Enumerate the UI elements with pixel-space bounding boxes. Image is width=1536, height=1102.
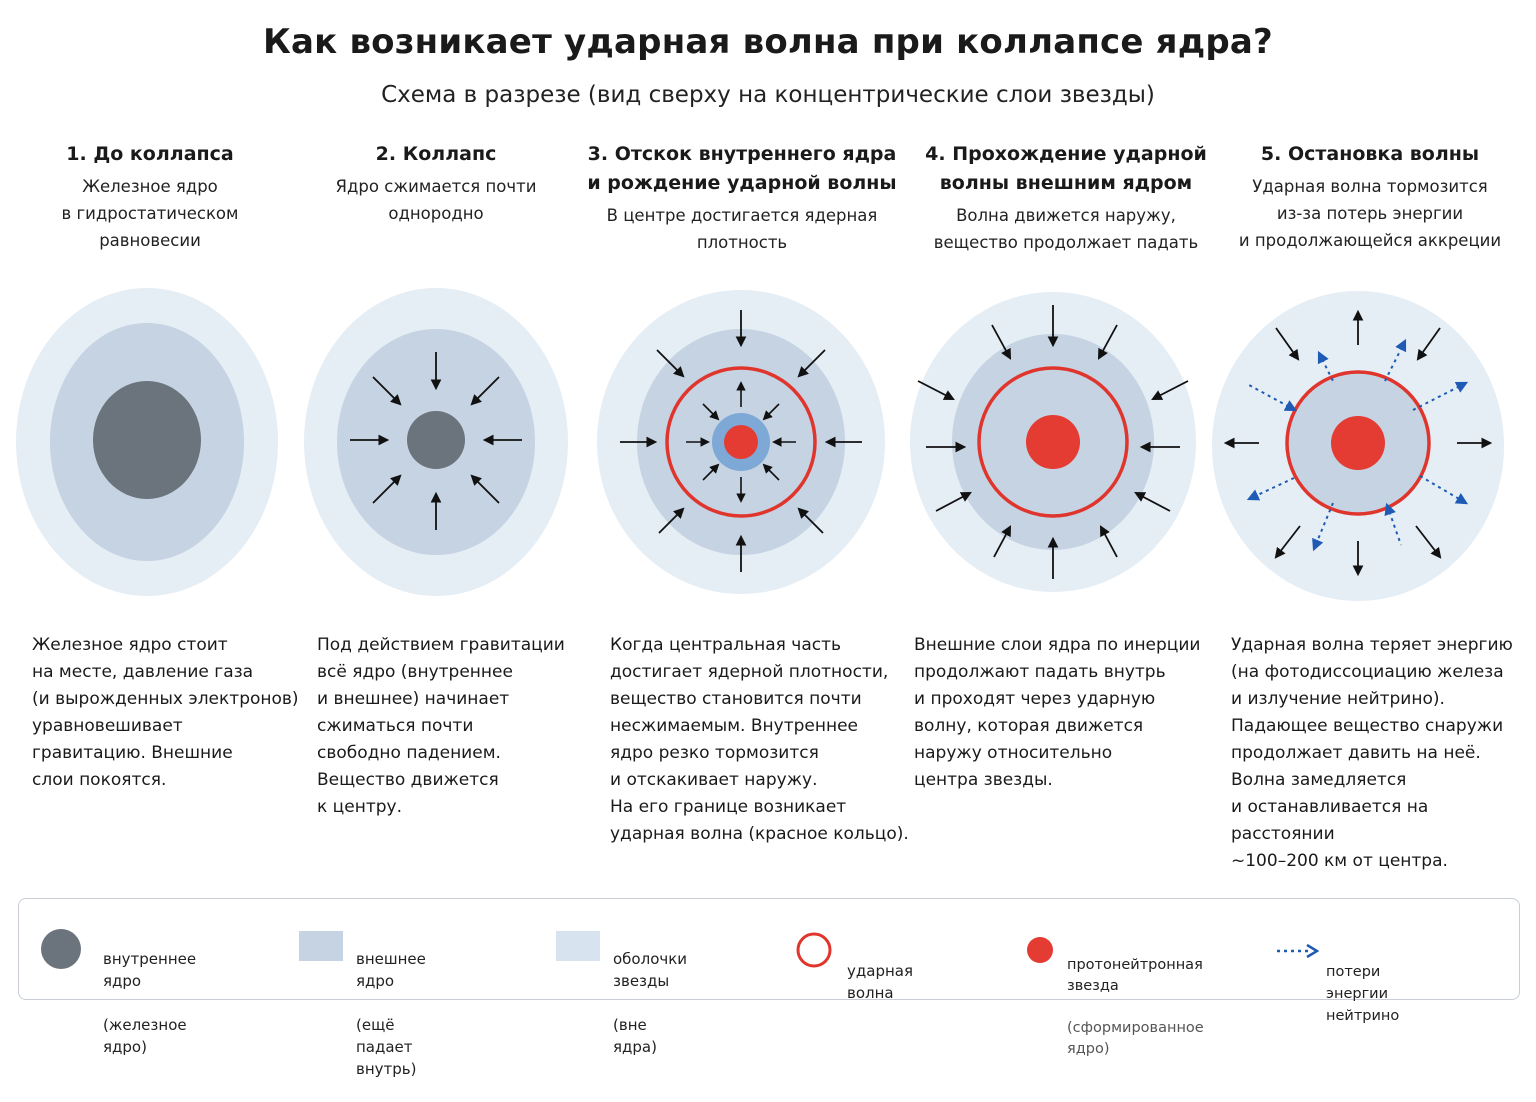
legend-protoneutron-sub: (сформированное ядро): [1067, 1020, 1204, 1057]
shock-ring-icon: [795, 931, 833, 969]
stage-4-description: Внешние слои ядра по инерции продолжают падать внутрь и проходят через ударную волну, которая движется наружу относительно центра звезды.: [914, 635, 1201, 790]
protoneutron-dot-icon: [1024, 935, 1056, 967]
stage-1-iron-core: [93, 381, 201, 499]
stage-1-diagram: [16, 288, 278, 596]
stage-5-diagram: [1212, 291, 1504, 601]
stage-3-protoneutron-star: [724, 425, 758, 459]
legend-iron-core-sub: (железное ядро): [103, 1016, 187, 1056]
iron-core-swatch-icon: [39, 927, 83, 971]
stage-2-diagram: [304, 288, 568, 596]
page-subtitle: Схема в разрезе (вид сверху на концентрические слои звезды): [381, 82, 1155, 108]
stage-1-description: Железное ядро стоит на месте, давление газа (и вырожденных электронов) уравновешивает гравитацию. Внешние слои покоятся.: [32, 635, 299, 790]
legend-neutrino-label: потери энергии нейтрино: [1326, 964, 1400, 1024]
stage-4-diagram: [910, 292, 1196, 592]
legend-iron-core-label: внутреннее ядро: [103, 950, 197, 990]
stage-1-heading: 1. До коллапса: [66, 143, 234, 165]
stage-1-sub: Железное ядро в гидростатическом равновесии: [61, 177, 239, 250]
legend-protoneutron-label: протонейтронная звезда: [1067, 957, 1203, 994]
neutrino-arrow-icon: [1275, 941, 1319, 961]
legend-shock-label: ударная волна: [847, 962, 913, 1002]
legend-envelope-sub: (вне ядра): [613, 1016, 657, 1056]
envelope-swatch-icon: [556, 931, 600, 963]
stage-2-iron-core: [407, 411, 465, 469]
legend-outer-core-sub: (ещё падает внутрь): [356, 1016, 417, 1078]
stage-5-description: Ударная волна теряет энергию (на фотодиссоциацию железа и излучение нейтрино). Падающее вещество снаружи продолжает давить на неё. Волна замедляется и останавливается на расстоянии ~100–200 км от центра.: [1231, 635, 1513, 871]
stage-2-sub: Ядро сжимается почти однородно: [335, 177, 537, 223]
stage-3-heading: 3. Отскок внутреннего ядра и рождение ударной волны: [587, 143, 897, 194]
stage-2-heading: 2. Коллапс: [375, 143, 497, 165]
stage-4-sub: Волна движется наружу, вещество продолжает падать: [933, 206, 1199, 252]
legend-outer-core-label: внешнее ядро: [356, 950, 426, 990]
stage-5-protoneutron-star: [1331, 416, 1385, 470]
stage-2-description: Под действием гравитации всё ядро (внутреннее и внешнее) начинает сжиматься почти свободно падением. Вещество движется к центру.: [317, 635, 565, 817]
stage-4-heading: 4. Прохождение ударной волны внешним ядром: [925, 143, 1207, 194]
stage-4-protoneutron-star: [1026, 415, 1080, 469]
stage-5-heading: 5. Остановка волны: [1260, 143, 1480, 165]
legend: [18, 898, 1520, 1078]
outer-core-swatch-icon: [299, 931, 343, 963]
legend-envelope-label: оболочки звезды: [613, 950, 688, 990]
stage-3-diagram: [597, 290, 885, 594]
page-title: Как возникает ударная волна при коллапсе ядра?: [263, 22, 1273, 62]
stage-3-description: Когда центральная часть достигает ядерной плотности, вещество становится почти несжимаемым. Внутреннее ядро резко тормозится и отскакивает наружу. На его границе возникает ударная волна (красное кольцо).: [610, 635, 909, 844]
stage-3-sub: В центре достигается ядерная плотность: [606, 206, 878, 252]
stage-5-sub: Ударная волна тормозится из-за потерь энергии и продолжающейся аккреции: [1238, 177, 1502, 250]
